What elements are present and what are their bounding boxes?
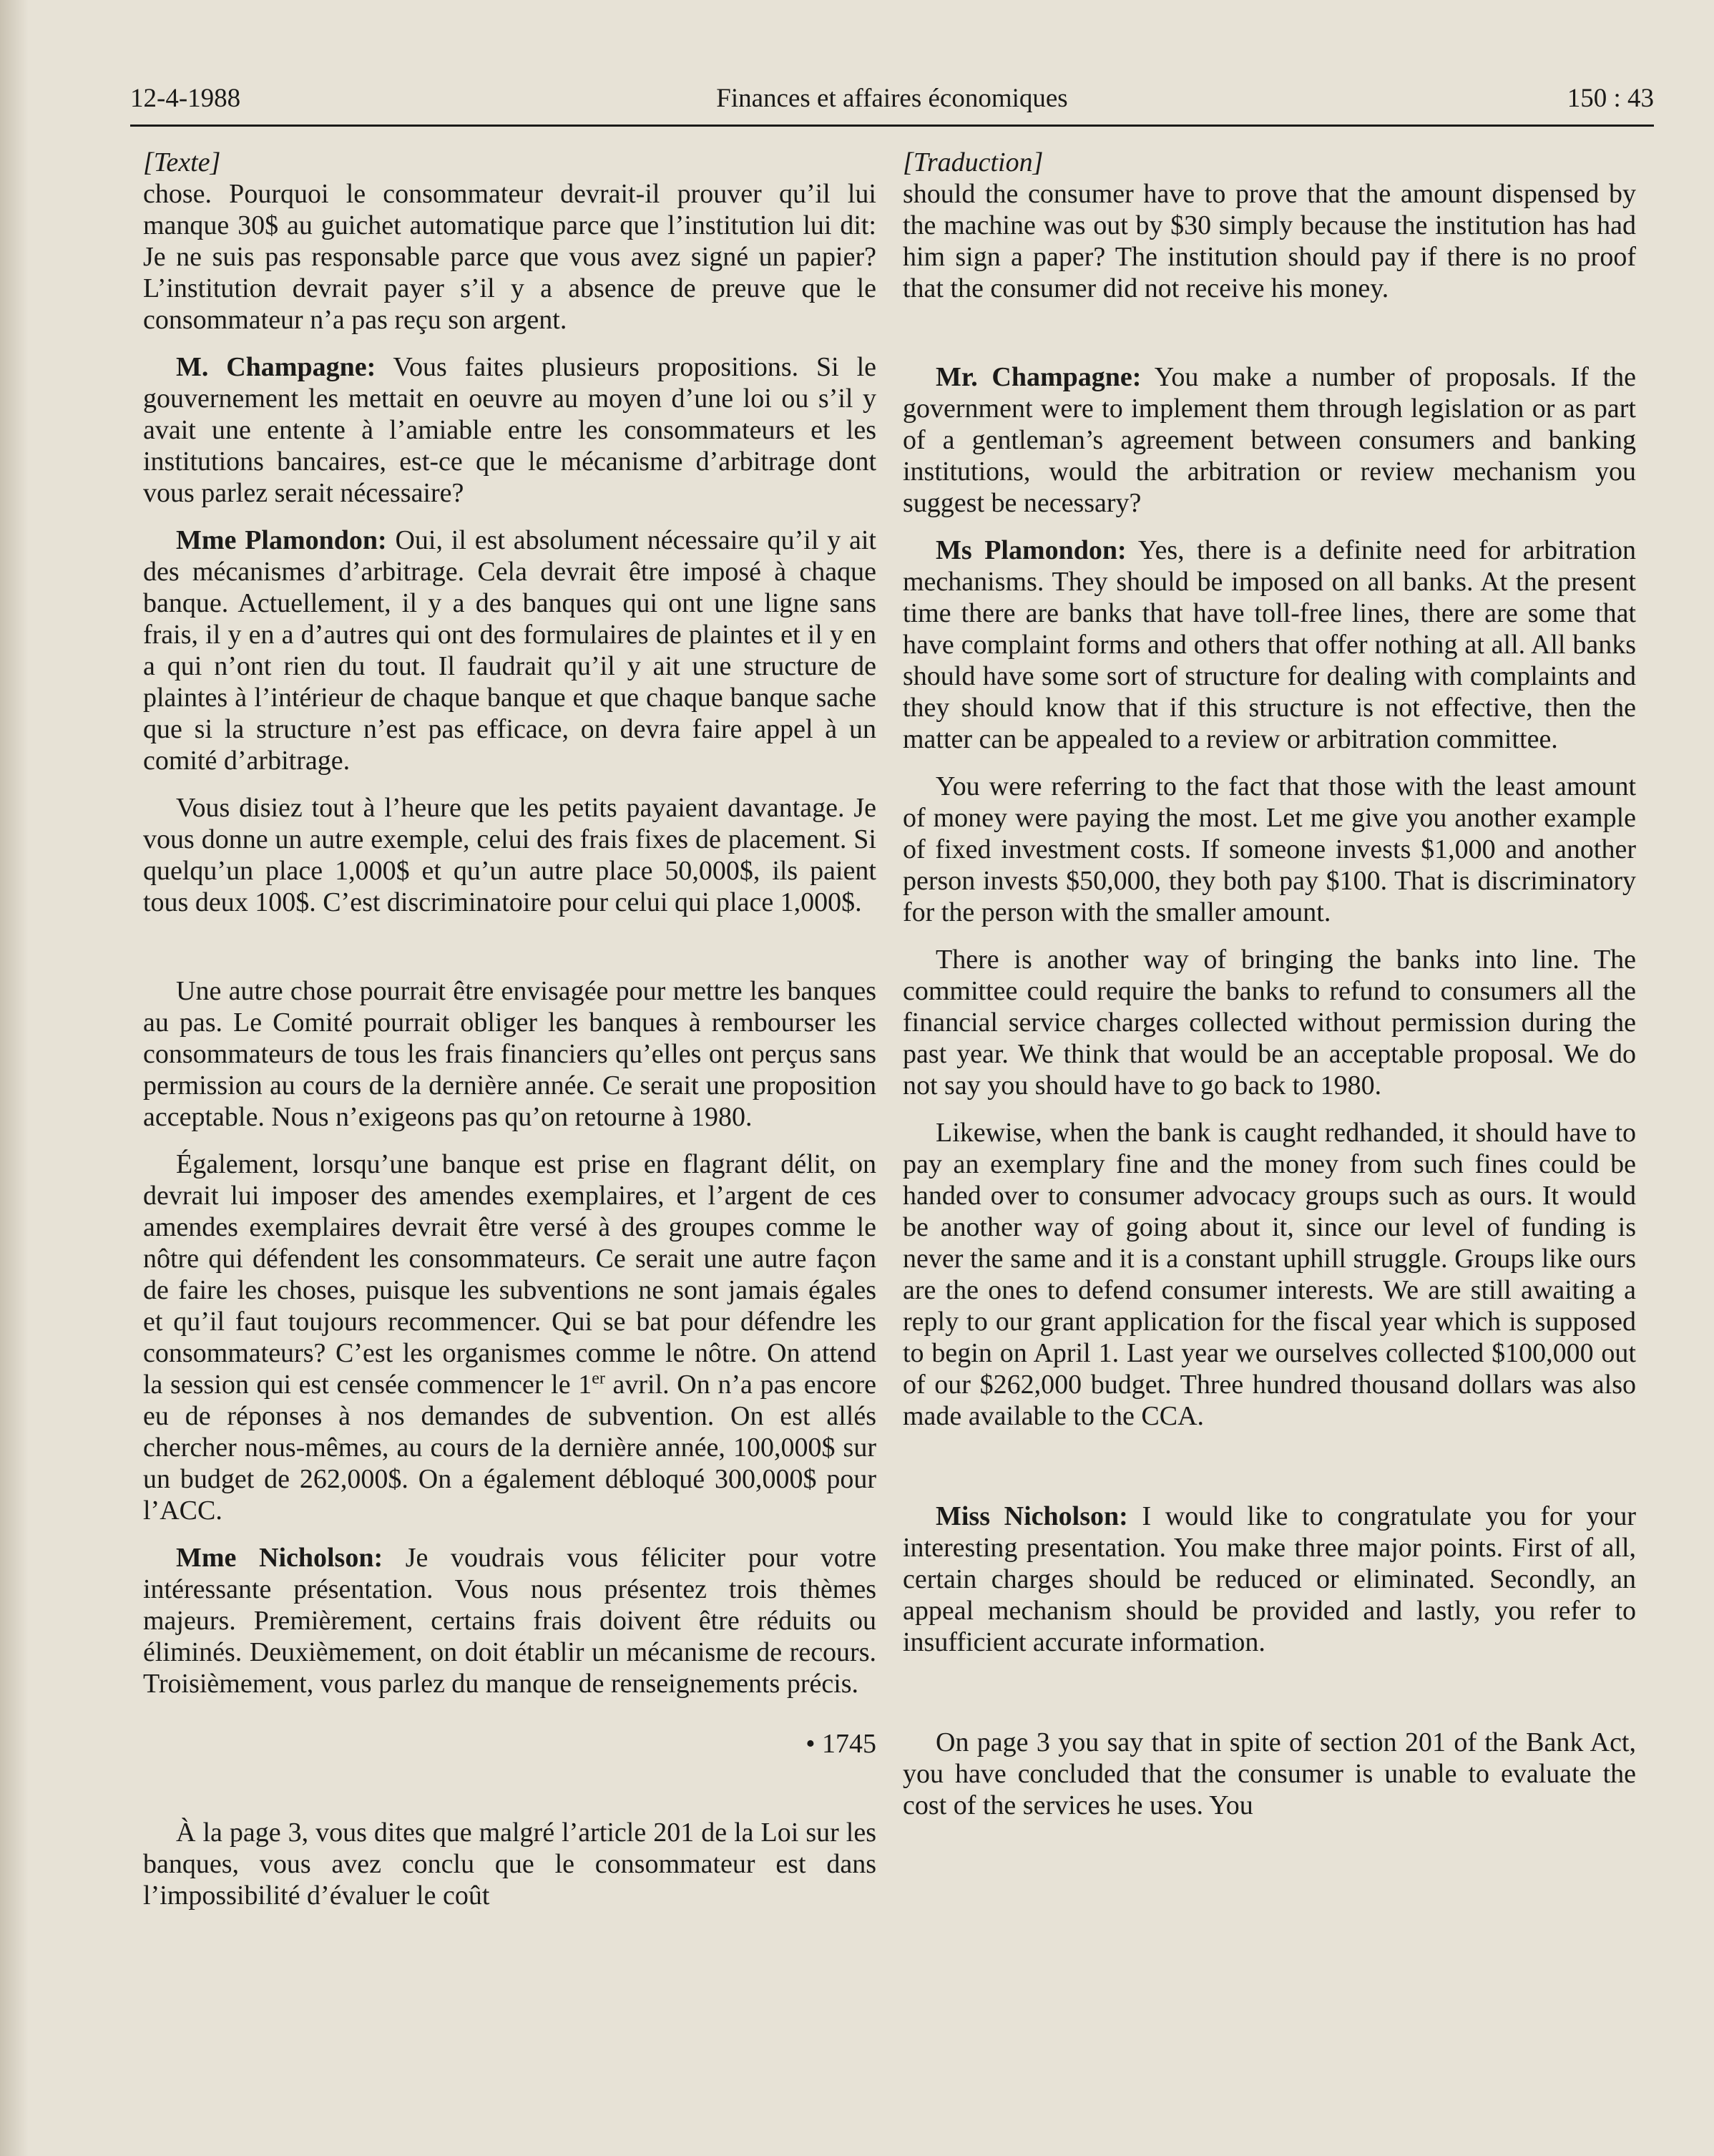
paragraph [143, 1542, 876, 1699]
paragraph [143, 1148, 876, 1526]
page-edge-shadow [0, 0, 29, 2156]
paragraph: On page 3 you say that in spite of section 201 of the Bank Act, you have concluded that the consumer is unable to evaluate the cost of the services he uses. You [903, 1727, 1636, 1820]
paragraph: Vous disiez tout à l’heure que les petits payaient davantage. Je vous donne un autre exemple, celui des frais fixes de placement. Si quelqu’un place 1,000$ et qu’un autre place 50,000$, ils paient tous deux 100$. C’est discriminatoire pour celui qui place 1,000$. [143, 793, 876, 917]
header-date: 12-4-1988 [130, 84, 241, 113]
french-column [143, 147, 876, 1911]
time-marker: • 1745 [805, 1729, 876, 1759]
header-page-number: 150 : 43 [1567, 84, 1654, 113]
speaker-name: Mr. Champagne: [936, 362, 1142, 392]
paragraph-text: avril. On n’a pas encore eu de réponses à nos demandes de subvention. On est allés chercher nous-mêmes, au cours de la dernière année, 100,000$ sur un budget de 262,000$. On a également débloqué 300,000$ pour l’ACC. [143, 1370, 876, 1526]
paragraph: À la page 3, vous dites que malgré l’article 201 de la Loi sur les banques, vous avez conclu que le consommateur est dans l’impossibilité d’évaluer le coût [143, 1818, 876, 1911]
paragraph: Une autre chose pourrait être envisagée pour mettre les banques au pas. Le Comité pourrait obliger les banques à rembourser les consommateurs de tous les frais financiers qu’elles ont perçus sans permission au cours de la dernière année. Ce serait une proposition acceptable. Nous n’exigeons pas qu’on retourne à 1980. [143, 976, 876, 1132]
speech-text: Vous faites plusieurs propositions. Si le gouvernement les mettait en oeuvre au moyen d’une loi ou s’il y avait une entente à l’amiable entre les consommateurs et les institutions bancaires, est-ce que le mécanisme d’arbitrage dont vous parlez serait nécessaire? [143, 352, 876, 508]
speaker-name: Ms Plamondon: [936, 535, 1127, 565]
paragraph [143, 351, 876, 509]
speaker-name: Mme Nicholson: [176, 1543, 383, 1573]
language-tag: [Texte] [143, 147, 221, 177]
speaker-name: Mme Plamondon: [176, 525, 387, 555]
paragraph: should the consumer have to prove that the amount dispensed by the machine was out by $30 simply because the institution has had him sign a paper? The institution should pay if there is no proof that the consumer did not receive his money. [903, 179, 1636, 303]
header-rule [130, 125, 1654, 127]
ordinal-suffix: er [592, 1369, 605, 1388]
language-tag: [Traduction] [903, 147, 1044, 177]
speech-text: Yes, there is a definite need for arbitration mechanisms. They should be imposed on all banks. At the present time there are banks that have toll-free lines, there are some that have complaint forms and others that offer nothing at all. All banks should have some sort of structure for dealing with complaints and they should know that if this structure is not effective, then the matter can be appealed to a review or arbitration committee. [903, 535, 1636, 754]
paragraph [903, 535, 1636, 755]
speech-text: Oui, il est absolument nécessaire qu’il y ait des mécanismes d’arbitrage. Cela devrait être imposé à chaque banque. Actuellement, il y a des banques qui ont une ligne sans frais, il y en a d’autres qui ont des formulaires de plaintes et il y en a qui n’ont rien du tout. Il faudrait qu’il y ait une structure de plaintes à l’intérieur de chaque banque et que chaque banque sache que si la structure n’est pas efficace, on devra faire appel à un comité d’arbitrage. [143, 525, 876, 776]
speaker-name: Miss Nicholson: [936, 1501, 1128, 1531]
speech-text: Je voudrais vous féliciter pour votre intéressante présentation. Vous nous présentez trois thèmes majeurs. Premièrement, certains frais doivent être réduits ou éliminés. Deuxièmement, on doit établir un mécanisme de recours. Troisièmement, vous parlez du manque de renseignements précis. [143, 1543, 876, 1699]
paragraph: There is another way of bringing the banks into line. The committee could require the banks to refund to consumers all the financial service charges collected without permission during the past year. We think that would be an acceptable proposal. We do not say you should have to go back to 1980. [903, 945, 1636, 1101]
header-title: Finances et affaires économiques [716, 84, 1068, 113]
paragraph [903, 361, 1636, 519]
english-column [903, 147, 1636, 1821]
paragraph: chose. Pourquoi le consommateur devrait-il prouver qu’il lui manque 30$ au guichet automatique parce que l’institution lui dit: Je ne suis pas responsable parce que vous avez signé un papier? L’institution devrait payer s’il y a absence de preuve que le consommateur n’a pas reçu son argent. [143, 179, 876, 335]
paragraph-text: Également, lorsqu’une banque est prise en flagrant délit, on devrait lui imposer des amendes exemplaires, et l’argent de ces amendes exemplaires devrait être versé à des groupes comme le nôtre qui défendent les consommateurs. Ce serait une autre façon de faire les choses, puisque les subventions ne sont jamais égales et qu’il faut toujours recommencer. Qui se bat pour défendre les consommateurs? C’est les organismes comme le nôtre. On attend la session qui est censée commencer le 1 [143, 1149, 876, 1400]
paragraph [903, 1501, 1636, 1658]
speaker-name: M. Champagne: [176, 352, 376, 382]
paragraph: You were referring to the fact that those with the least amount of money were paying the most. Let me give you another example of fixed investment costs. If someone invests $1,000 and another person invests $50,000, they both pay $100. That is discriminatory for the person with the smaller amount. [903, 771, 1636, 927]
speech-text: I would like to congratulate you for your interesting presentation. You make three major points. First of all, certain charges should be reduced or eliminated. Secondly, an appeal mechanism should be provided and lastly, you refer to insufficient accurate information. [903, 1501, 1636, 1657]
running-header [130, 80, 1654, 127]
paragraph: Likewise, when the bank is caught redhanded, it should have to pay an exemplary fine and the money from such fines could be handed over to consumer advocacy groups such as ours. It would be another way of going about it, since our level of funding is never the same and it is a constant uphill struggle. Groups like ours are the ones to defend consumer interests. We are still awaiting a reply to our grant application for the fiscal year which is supposed to begin on April 1. Last year we ourselves collected $100,000 out of our $262,000 budget. Three hundred thousand dollars was also made available to the CCA. [903, 1118, 1636, 1431]
paragraph [143, 525, 876, 776]
speech-text: You make a number of proposals. If the government were to implement them through legislation or as part of a gentleman’s agreement between consumers and banking institutions, would the arbitration or review mechanism you suggest be necessary? [903, 362, 1637, 518]
